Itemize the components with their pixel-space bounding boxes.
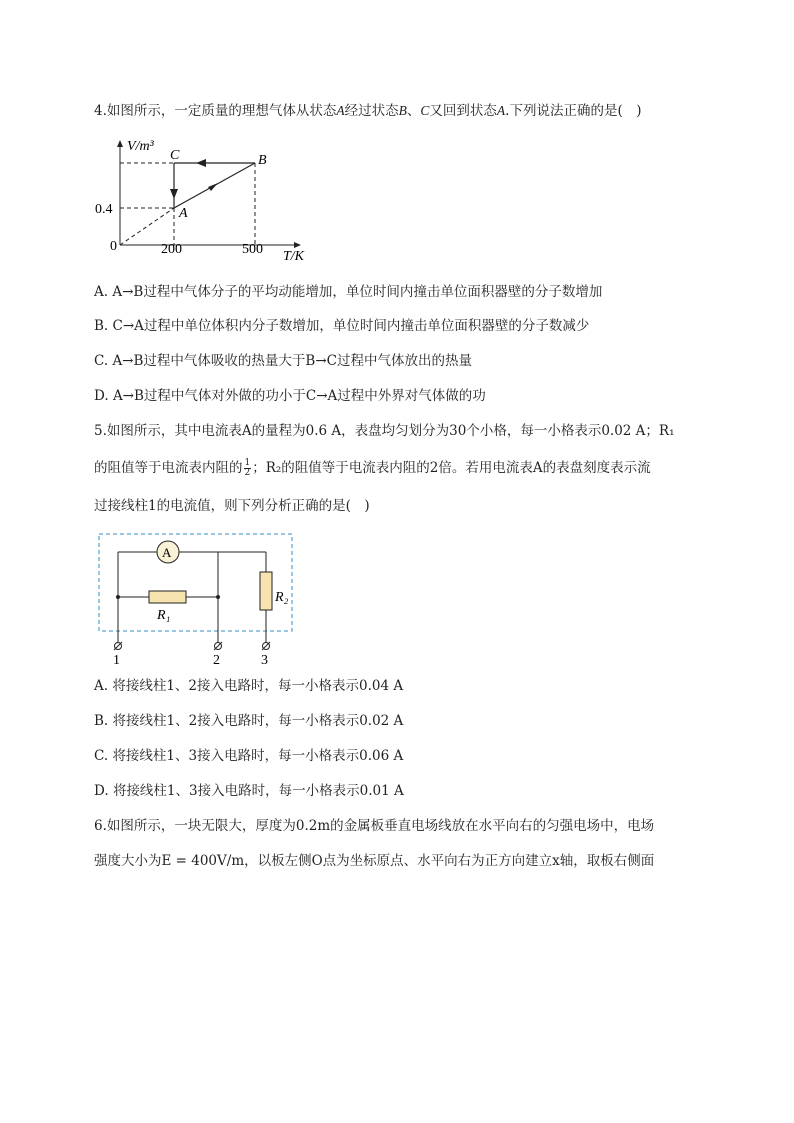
x-axis-label: T/K xyxy=(283,249,305,264)
q4-option-b: B. C→A过程中单位体积内分子数增加，单位时间内撞击单位面积器壁的分子数减少 xyxy=(94,318,590,334)
q5-stem-line2: 的阻值等于电流表内阻的 $\frac{1}{2}$ ；R₂的阻值等于电流表内阻的2倍。若用电流表A的表盘刻度表示流 xyxy=(94,458,651,478)
q5-option-c: C. 将接线柱1、3接入电路时，每一小格表示0.06 A xyxy=(94,748,404,764)
vt-graph xyxy=(90,135,330,265)
fraction-one-half: $\frac{1}{2}$ xyxy=(244,458,251,478)
q4-option-c: C. A→B过程中气体吸收的热量大于B→C过程中气体放出的热量 xyxy=(94,353,472,369)
terminal-1-label: 1 xyxy=(113,653,120,668)
y-tick-label: 0.4 xyxy=(95,202,113,217)
q4-option-d: D. A→B过程中气体对外做的功小于C→A过程中外界对气体做的功 xyxy=(94,388,486,404)
q4-option-a: A. A→B过程中气体分子的平均动能增加，单位时间内撞击单位面积器壁的分子数增加 xyxy=(94,284,603,300)
q6-stem-line2: 强度大小为E = 400V/m，以板左侧O点为坐标原点、水平向右为正方向建立x轴，取板右侧面 xyxy=(94,853,655,869)
q6-stem-line1: 6.如图所示，一块无限大，厚度为0.2m的金属板垂直电场线放在水平向右的匀强电场中，电场 xyxy=(94,818,655,834)
q4-state-c: C xyxy=(420,103,430,118)
point-b-label: B xyxy=(258,153,267,168)
point-c-label: C xyxy=(170,148,180,163)
q4-stem: 4.如图所示，一定质量的理想气体从状态A经过状态B、C又回到状态A.下列说法正确的是( ) xyxy=(94,103,642,119)
q5-stem-line1: 5.如图所示，其中电流表A的量程为0.6 A，表盘均匀划分为30个小格，每一小格表示0.02 A；R₁ xyxy=(94,423,675,439)
q4-state-a: A xyxy=(336,103,345,118)
q5-stem-line3: 过接线柱1的电流值，则下列分析正确的是( ) xyxy=(94,498,370,514)
resistor-r2 xyxy=(260,572,272,610)
q5-option-d: D. 将接线柱1、3接入电路时，每一小格表示0.01 A xyxy=(94,783,404,799)
r1-label: R₁ xyxy=(157,608,171,623)
x-tick-200: 200 xyxy=(161,242,182,257)
svg-text:A: A xyxy=(162,545,172,560)
point-a-label: A xyxy=(179,206,188,221)
q5-option-a: A. 将接线柱1、2接入电路时，每一小格表示0.04 A xyxy=(94,678,404,694)
x-tick-500: 500 xyxy=(242,242,263,257)
q4-state-b: B xyxy=(398,103,407,118)
q5-option-b: B. 将接线柱1、2接入电路时，每一小格表示0.02 A xyxy=(94,713,404,729)
resistor-r1 xyxy=(149,591,186,603)
terminal-2-label: 2 xyxy=(213,653,220,668)
r2-label: R₂ xyxy=(275,590,289,605)
y-axis-label: V/m³ xyxy=(127,139,154,154)
circuit-diagram xyxy=(95,530,300,670)
terminal-3-label: 3 xyxy=(261,653,268,668)
origin-label: 0 xyxy=(110,239,117,254)
